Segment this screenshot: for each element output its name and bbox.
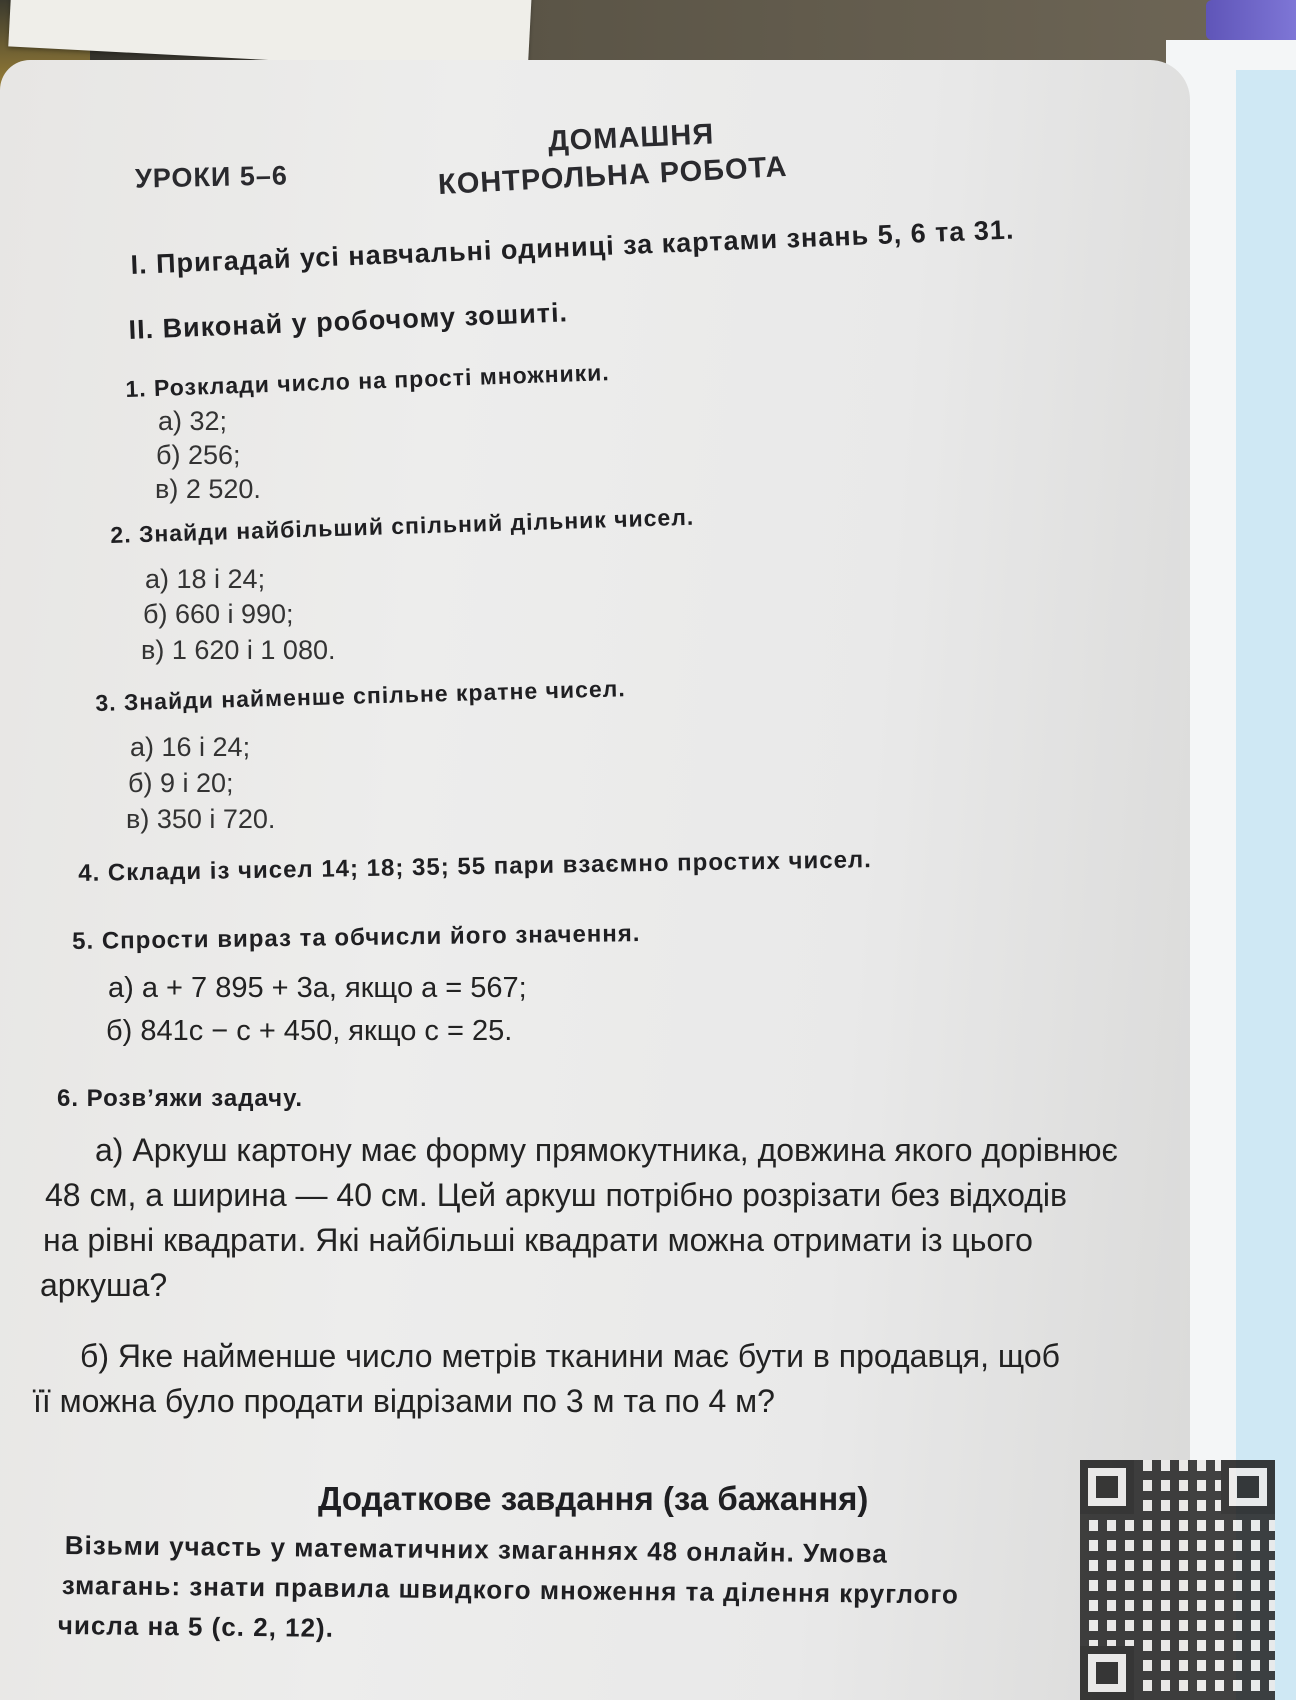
extra-task-line-3: числа на 5 (с. 2, 12). bbox=[57, 1610, 335, 1643]
task-2-item-a: а) 18 і 24; bbox=[145, 564, 266, 594]
task-2-item-b: б) 660 і 990; bbox=[143, 599, 294, 629]
workbook-page bbox=[0, 60, 1190, 1700]
qr-finder-bottom-left bbox=[1080, 1646, 1134, 1700]
qr-finder-top-right bbox=[1221, 1460, 1275, 1514]
task-2-item-c: в) 1 620 і 1 080. bbox=[141, 635, 336, 665]
task-6-a-line-2: 48 см, а ширина — 40 см. Цей аркуш потрібно розрізати без відходів bbox=[45, 1177, 1068, 1213]
task-1-item-a: а) 32; bbox=[158, 406, 228, 436]
task-3-item-a: а) 16 і 24; bbox=[130, 732, 251, 762]
task-6-title: 6. Розв’яжи задачу. bbox=[57, 1085, 304, 1112]
task-6-a-line-1: а) Аркуш картону має форму прямокутника, довжина якого дорівнює bbox=[95, 1132, 1118, 1168]
task-4-title: 4. Склади із чисел 14; 18; 35; 55 пари взаємно простих чисел. bbox=[78, 846, 873, 887]
title-line-2: КОНТРОЛЬНА РОБОТА bbox=[437, 150, 789, 202]
task-3-item-b: б) 9 і 20; bbox=[128, 768, 234, 798]
next-page-stripe bbox=[1236, 70, 1296, 1700]
task-5-item-b: б) 841c − c + 450, якщо c = 25. bbox=[106, 1015, 513, 1047]
extra-task-line-1: Візьми участь у математичних змаганнях 48 онлайн. Умова bbox=[64, 1530, 888, 1569]
task-2-title: 2. Знайди найбільший спільний дільник чисел. bbox=[110, 503, 695, 548]
task-6-a-line-4: аркуша? bbox=[40, 1267, 168, 1303]
title-line-1: ДОМАШНЯ bbox=[547, 118, 715, 158]
extra-task-line-2: змагань: знати правила швидкого множення та ділення круглого bbox=[61, 1570, 959, 1610]
task-5-item-a: а) a + 7 895 + 3a, якщо a = 567; bbox=[108, 972, 527, 1004]
task-3-title: 3. Знайди найменше спільне кратне чисел. bbox=[95, 675, 626, 716]
section-two: II. Виконай у робочому зошиті. bbox=[128, 297, 569, 345]
task-1-item-b: б) 256; bbox=[156, 440, 241, 470]
task-3-item-c: в) 350 і 720. bbox=[126, 804, 276, 834]
section-one: I. Пригадай усі навчальні одиниці за картами знань 5, 6 та 31. bbox=[130, 214, 1015, 280]
task-6-b-line-2: її можна було продати відрізами по 3 м та по 4 м? bbox=[33, 1383, 775, 1419]
task-6-a-line-3: на рівні квадрати. Які найбільші квадрати можна отримати із цього bbox=[43, 1222, 1033, 1258]
qr-code bbox=[1080, 1460, 1275, 1700]
task-5-title: 5. Спрости вираз та обчисли його значення. bbox=[72, 920, 641, 955]
qr-finder-top-left bbox=[1080, 1460, 1134, 1514]
task-1-item-c: в) 2 520. bbox=[155, 474, 261, 504]
task-1-title: 1. Розклади число на прості множники. bbox=[125, 359, 611, 402]
pen bbox=[1206, 0, 1296, 40]
lessons-label: УРОКИ 5–6 bbox=[134, 160, 289, 194]
extra-task-title: Додаткове завдання (за бажання) bbox=[318, 1480, 869, 1517]
task-6-b-line-1: б) Яке найменше число метрів тканини має бути в продавця, щоб bbox=[80, 1338, 1060, 1374]
